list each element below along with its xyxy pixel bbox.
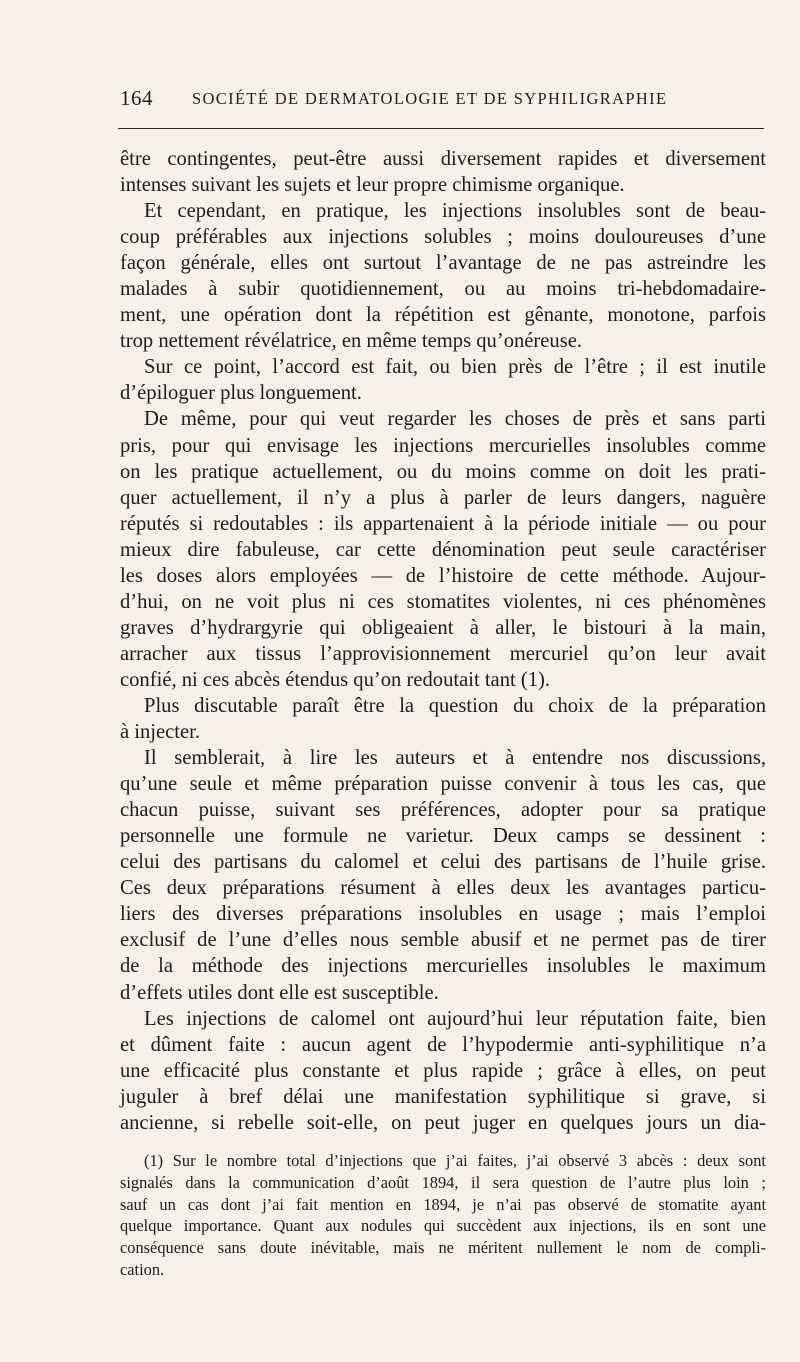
text-line: ment, une opération dont la répétition est gênante, monotone, parfois — [120, 304, 766, 327]
body-text — [120, 146, 766, 1136]
text-line: De même, pour qui veut regarder les choses de près et sans parti — [144, 408, 766, 431]
running-head: SOCIÉTÉ DE DERMATOLOGIE ET DE SYPHILIGRAPHIE — [192, 89, 668, 108]
page-header — [120, 86, 760, 116]
footnote-line: cation. — [120, 1259, 165, 1279]
text-line: les doses alors employées — de l’histoire de cette méthode. Aujour- — [120, 564, 766, 587]
text-line: juguler à bref délai une manifestation syphilitique si grave, si — [120, 1085, 766, 1108]
text-line: d’épiloguer plus longuement. — [120, 382, 362, 405]
text-line: Ces deux préparations résument à elles deux les avantages particu- — [120, 877, 766, 900]
text-line: intenses suivant les sujets et leur propre chimisme organique. — [120, 174, 625, 197]
text-line: de la méthode des injections mercurielles insolubles le maximum — [120, 955, 766, 978]
text-line: qu’une seule et même préparation puisse convenir à tous les cas, que — [120, 773, 766, 796]
text-line: Sur ce point, l’accord est fait, ou bien près de l’être ; il est inutile — [144, 356, 766, 379]
text-line: d’effets utiles dont elle est susceptible. — [120, 981, 439, 1004]
page-number: 164 — [120, 86, 153, 110]
text-line: arracher aux tissus l’approvisionnement mercuriel qu’on leur avait — [120, 642, 766, 665]
header-rule — [118, 128, 764, 129]
text-line: et dûment faite : aucun agent de l’hypodermie anti-syphilitique n’a — [120, 1033, 766, 1056]
footnote-line: sauf un cas dont j’ai fait mention en 1894, je n’ai pas observé de stomatite ayant — [120, 1194, 766, 1214]
text-line: confié, ni ces abcès étendus qu’on redoutait tant (1). — [120, 668, 551, 691]
text-line: façon générale, elles ont surtout l’avantage de ne pas astreindre les — [120, 252, 766, 275]
text-line: mieux dire fabuleuse, car cette dénomination peut seule caractériser — [120, 538, 766, 561]
text-line: liers des diverses préparations insolubles en usage ; mais l’emploi — [120, 903, 766, 926]
text-line: une efficacité plus constante et plus rapide ; grâce à elles, on peut — [120, 1059, 766, 1082]
text-line: Plus discutable paraît être la question du choix de la préparation — [144, 694, 766, 717]
footnote-line: signalés dans la communication d’août 1894, il sera question de l’autre plus loin ; — [120, 1172, 766, 1192]
text-line: Il semblerait, à lire les auteurs et à entendre nos discussions, — [144, 747, 766, 770]
text-line: malades à subir quotidiennement, ou au moins tri-hebdomadaire- — [120, 278, 766, 301]
text-line: on les pratique actuellement, ou du moins comme on doit les prati- — [120, 460, 766, 483]
text-line: à injecter. — [120, 721, 201, 744]
text-line: chacun puisse, suivant ses préférences, adopter pour sa pratique — [120, 799, 766, 822]
text-line: réputés si redoutables : ils appartenaient à la période initiale — ou pour — [120, 512, 766, 535]
text-line: personnelle une formule ne varietur. Deux camps se dessinent : — [120, 825, 766, 848]
footnote-line: conséquence sans doute inévitable, mais ne méritent nullement le nom de compli- — [120, 1238, 766, 1258]
text-line: quer actuellement, il n’y a plus à parler de leurs dangers, naguère — [120, 486, 766, 509]
footnote-line: (1) Sur le nombre total d’injections que j’ai faites, j’ai observé 3 abcès : deux sont — [144, 1151, 766, 1170]
text-line: graves d’hydrargyrie qui obligeaient à aller, le bistouri à la main, — [120, 616, 766, 639]
text-line: Et cependant, en pratique, les injections insolubles sont de beau- — [144, 200, 766, 223]
text-line: exclusif de l’une d’elles nous semble abusif et ne permet pas de tirer — [120, 929, 766, 952]
text-line: pris, pour qui envisage les injections mercurielles insolubles comme — [120, 434, 766, 457]
text-line: coup préférables aux injections solubles ; moins douloureuses d’une — [120, 226, 766, 249]
text-line: d’hui, on ne voit plus ni ces stomatites violentes, ni ces phénomènes — [120, 590, 766, 613]
text-line: celui des partisans du calomel et celui des partisans de l’huile grise. — [120, 851, 766, 874]
footnote-line: quelque importance. Quant aux nodules qui succèdent aux injections, ils en sont une — [120, 1216, 766, 1236]
text-line: ancienne, si rebelle soit-elle, on peut juger en quelques jours un dia- — [120, 1111, 766, 1134]
text-line: être contingentes, peut-être aussi diversement rapides et diversement — [120, 148, 766, 170]
text-line: Les injections de calomel ont aujourd’hui leur réputation faite, bien — [144, 1007, 766, 1030]
footnotes — [120, 1150, 766, 1281]
text-line: trop nettement révélatrice, en même temps qu’onéreuse. — [120, 330, 583, 353]
